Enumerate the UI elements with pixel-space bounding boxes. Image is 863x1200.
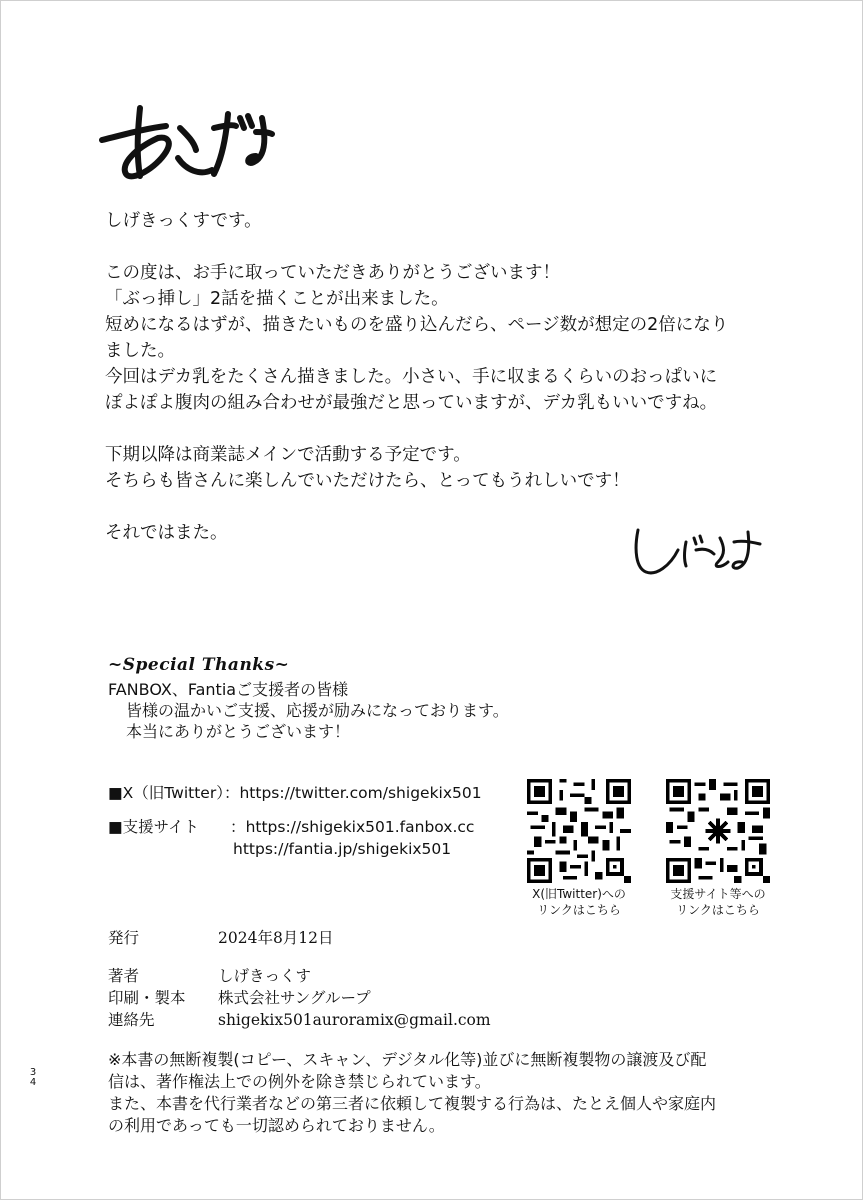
notice-line: の利用であっても一切認められておりません。: [108, 1116, 445, 1135]
support-label: ■支援サイト ：: [108, 818, 246, 836]
thanks-target: FANBOX、Fantiaご支援者の皆様: [108, 680, 349, 699]
author-signature: [630, 520, 770, 580]
x-url[interactable]: https://twitter.com/shigekix501: [239, 784, 482, 802]
greeting-text: しげきっくすです。: [105, 211, 262, 231]
special-thanks-title: ~Special Thanks~: [108, 655, 290, 675]
afterword-body: [105, 208, 795, 546]
author-value: しげきっくす: [218, 967, 312, 985]
published-label: 発行: [108, 929, 140, 947]
notice-line: また、本書を代行業者などの第三者に依頼して複製する行為は、たとえ個人や家庭内: [108, 1094, 717, 1113]
contact-label: 連絡先: [108, 1011, 155, 1029]
afterword-line: ました。: [105, 341, 175, 361]
closing-text: それではまた。: [105, 523, 228, 543]
afterword-line: ぽよぽよ腹肉の組み合わせが最強だと思っていますが、デカ乳もいいですね。: [105, 393, 718, 413]
notice-line: ※本書の無断複製(コピー、スキャン、デジタル化等)並びに無断複製物の譲渡及び配: [108, 1050, 707, 1069]
print-value: 株式会社サングループ: [218, 989, 371, 1007]
qr-caption-x: X(旧Twitter)への リンクはこちら: [532, 887, 626, 917]
special-thanks: [108, 679, 509, 742]
plans-line: 下期以降は商業誌メインで活動する予定です。: [105, 445, 471, 465]
contact-email[interactable]: shigekix501auroramix@gmail.com: [218, 1011, 491, 1029]
colophon-published: [108, 927, 334, 949]
copyright-notice: [108, 1049, 828, 1137]
afterword-line: 「ぶっ挿し」2話を描くことが出来ました。: [105, 289, 449, 309]
qr-code-support[interactable]: [666, 779, 770, 883]
x-label: ■X（旧Twitter）：: [108, 784, 240, 802]
plans-line: そちらも皆さんに楽しんでいただけたら、とってもうれしいです！: [105, 471, 630, 491]
notice-line: 信は、著作権法上での例外を除き禁じられています。: [108, 1072, 491, 1091]
fanbox-url[interactable]: https://shigekix501.fanbox.cc: [245, 818, 475, 836]
colophon-details: [108, 965, 491, 1031]
thanks-line: 本当にありがとうございます！: [126, 722, 351, 741]
author-label: 著者: [108, 967, 140, 985]
qr-caption-support: 支援サイト等への リンクはこちら: [670, 887, 766, 917]
page-number: 3 4: [29, 1067, 37, 1088]
afterword-line: 短めになるはずが、描きたいものを盛り込んだら、ページ数が想定の2倍になり: [105, 315, 729, 335]
print-label: 印刷・製本: [108, 989, 186, 1007]
links-section: [108, 782, 482, 860]
afterword-line: 今回はデカ乳をたくさん描きました。小さい、手に収まるくらいのおっぱいに: [105, 367, 718, 387]
thanks-line: 皆様の温かいご支援、応援が励みになっております。: [126, 701, 509, 720]
fantia-url[interactable]: https://fantia.jp/shigekix501: [233, 840, 452, 858]
afterword-line: この度は、お手に取っていただきありがとうございます！: [105, 263, 560, 283]
published-date: 2024年8月12日: [218, 929, 334, 947]
afterword-title-logo: [96, 98, 276, 188]
qr-code-x[interactable]: [527, 779, 631, 883]
